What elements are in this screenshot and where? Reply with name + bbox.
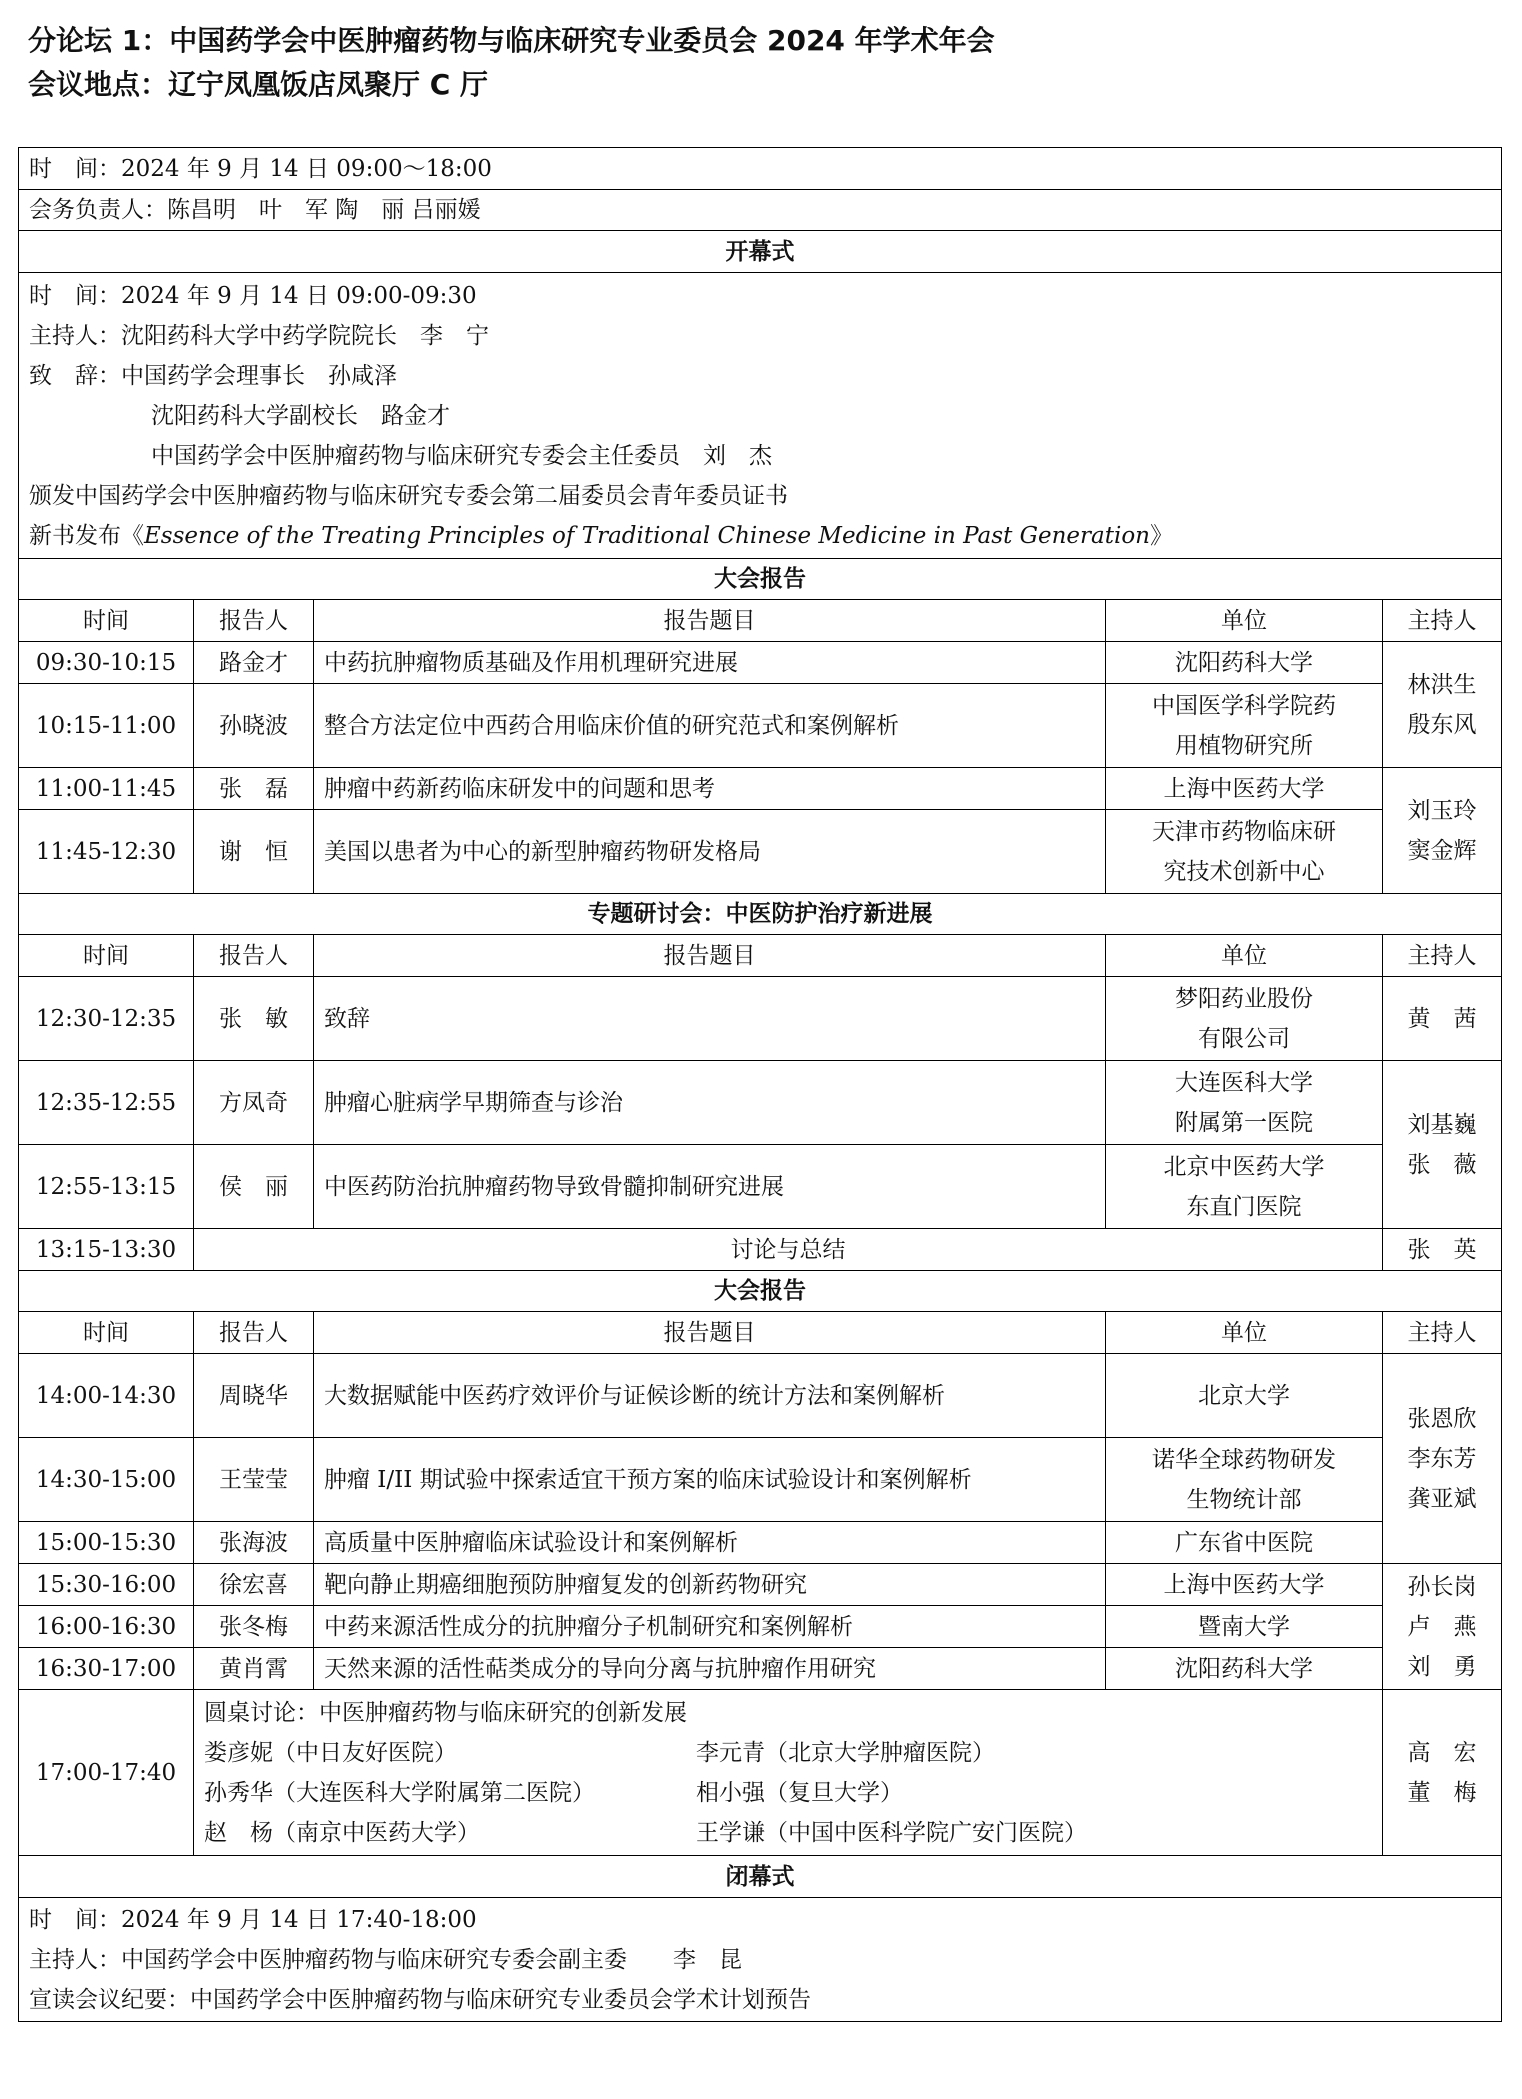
opening-host: 主持人：沈阳药科大学中药学院院长 李 宁 <box>29 322 489 349</box>
panelist: 李元青（北京大学肿瘤医院） <box>696 1739 995 1766</box>
book-release-prefix: 新书发布《 <box>29 522 144 549</box>
roundtable-title: 圆桌讨论：中医肿瘤药物与临床研究的创新发展 <box>204 1699 687 1726</box>
host-name: 高 宏 <box>1407 1739 1477 1766</box>
row-time: 16:00-16:30 <box>19 1606 194 1648</box>
host-cell <box>1383 642 1502 768</box>
row-unit <box>1106 1438 1383 1522</box>
col-host: 主持人 <box>1383 1312 1502 1354</box>
row-time: 17:00-17:40 <box>19 1690 194 1856</box>
row-speaker: 侯 丽 <box>194 1145 314 1229</box>
host-cell <box>1383 1564 1502 1690</box>
closing-title: 闭幕式 <box>19 1856 1502 1898</box>
row-topic: 大数据赋能中医药疗效评价与证候诊断的统计方法和案例解析 <box>314 1354 1106 1438</box>
row-speaker: 王莹莹 <box>194 1438 314 1522</box>
row-time: 16:30-17:00 <box>19 1648 194 1690</box>
book-release-suffix: 》 <box>1150 522 1173 549</box>
panelist: 娄彦妮（中日友好医院） <box>204 1739 457 1766</box>
table-row <box>19 810 1502 894</box>
row-time: 12:55-13:15 <box>19 1145 194 1229</box>
row-topic: 肿瘤 I/II 期试验中探索适宜干预方案的临床试验设计和案例解析 <box>314 1438 1106 1522</box>
col-unit: 单位 <box>1106 935 1383 977</box>
book-release <box>29 516 1491 556</box>
row-unit <box>1106 1061 1383 1145</box>
row-time: 14:30-15:00 <box>19 1438 194 1522</box>
symposium-title: 专题研讨会：中医防护治疗新进展 <box>19 894 1502 935</box>
table-row <box>19 977 1502 1061</box>
panelist: 孙秀华（大连医科大学附属第二医院） <box>204 1779 595 1806</box>
table-row <box>19 1229 1502 1271</box>
unit-line: 用植物研究所 <box>1175 732 1313 759</box>
opening-speech-3: 中国药学会中医肿瘤药物与临床研究专委会主任委员 刘 杰 <box>151 442 772 469</box>
host-cell <box>1383 1690 1502 1856</box>
row-speaker: 孙晓波 <box>194 684 314 768</box>
col-time: 时间 <box>19 935 194 977</box>
panelist: 相小强（复旦大学） <box>696 1779 903 1806</box>
host-name: 张恩欣 <box>1407 1405 1477 1432</box>
host-cell <box>1383 768 1502 894</box>
row-speaker: 张 磊 <box>194 768 314 810</box>
row-topic: 肿瘤心脏病学早期筛查与诊治 <box>314 1061 1106 1145</box>
row-unit: 暨南大学 <box>1106 1606 1383 1648</box>
col-host: 主持人 <box>1383 600 1502 642</box>
row-time: 11:00-11:45 <box>19 768 194 810</box>
row-time: 15:30-16:00 <box>19 1564 194 1606</box>
unit-line: 生物统计部 <box>1186 1486 1302 1513</box>
certificate-line: 颁发中国药学会中医肿瘤药物与临床研究专委会第二届委员会青年委员证书 <box>29 482 788 509</box>
roundtable-cell <box>194 1690 1383 1856</box>
row-speaker: 路金才 <box>194 642 314 684</box>
row-time: 09:30-10:15 <box>19 642 194 684</box>
row-topic: 整合方法定位中西药合用临床价值的研究范式和案例解析 <box>314 684 1106 768</box>
col-time: 时间 <box>19 600 194 642</box>
col-speaker: 报告人 <box>194 1312 314 1354</box>
table-row <box>19 1354 1502 1438</box>
table-row <box>19 1145 1502 1229</box>
col-host: 主持人 <box>1383 935 1502 977</box>
row-unit: 上海中医药大学 <box>1106 1564 1383 1606</box>
row-topic: 中医药防治抗肿瘤药物导致骨髓抑制研究进展 <box>314 1145 1106 1229</box>
unit-line: 诺华全球药物研发 <box>1152 1446 1336 1473</box>
row-topic: 美国以患者为中心的新型肿瘤药物研发格局 <box>314 810 1106 894</box>
col-unit: 单位 <box>1106 600 1383 642</box>
opening-speech-2: 沈阳药科大学副校长 路金才 <box>151 402 450 429</box>
row-topic: 高质量中医肿瘤临床试验设计和案例解析 <box>314 1522 1106 1564</box>
unit-line: 大连医科大学 <box>1175 1069 1313 1096</box>
overall-time: 时 间：2024 年 9 月 14 日 09:00～18:00 <box>19 148 1502 190</box>
row-speaker: 周晓华 <box>194 1354 314 1438</box>
host-name: 殷东风 <box>1407 711 1477 738</box>
table-row <box>19 1648 1502 1690</box>
row-unit: 沈阳药科大学 <box>1106 642 1383 684</box>
host-name: 林洪生 <box>1407 671 1477 698</box>
program-table <box>18 147 1502 2022</box>
table-row <box>19 684 1502 768</box>
host-cell: 黄 茜 <box>1383 977 1502 1061</box>
row-unit: 北京大学 <box>1106 1354 1383 1438</box>
book-title: Essence of the Treating Principles of Traditional Chinese Medicine in Past Generation <box>144 522 1150 549</box>
unit-line: 有限公司 <box>1198 1025 1290 1052</box>
plenary1-title: 大会报告 <box>19 559 1502 600</box>
host-name: 张 薇 <box>1407 1151 1477 1178</box>
table-row <box>19 768 1502 810</box>
row-unit <box>1106 684 1383 768</box>
row-speaker: 张海波 <box>194 1522 314 1564</box>
host-name: 刘玉玲 <box>1407 797 1477 824</box>
table-row <box>19 1564 1502 1606</box>
forum-title: 分论坛 1：中国药学会中医肿瘤药物与临床研究专业委员会 2024 年学术年会 <box>28 24 995 57</box>
host-cell <box>1383 1354 1502 1564</box>
row-time: 14:00-14:30 <box>19 1354 194 1438</box>
row-unit: 沈阳药科大学 <box>1106 1648 1383 1690</box>
organizers: 会务负责人：陈昌明 叶 军 陶 丽 吕丽媛 <box>19 190 1502 231</box>
unit-line: 北京中医药大学 <box>1163 1153 1325 1180</box>
host-name: 卢 燕 <box>1407 1613 1477 1640</box>
row-speaker: 黄肖霄 <box>194 1648 314 1690</box>
plenary2-title: 大会报告 <box>19 1271 1502 1312</box>
opening-details <box>19 273 1502 559</box>
col-time: 时间 <box>19 1312 194 1354</box>
venue-line: 会议地点：辽宁凤凰饭店凤聚厅 C 厅 <box>28 68 489 101</box>
host-name: 刘 勇 <box>1407 1653 1477 1680</box>
unit-line: 东直门医院 <box>1186 1193 1302 1220</box>
row-time: 11:45-12:30 <box>19 810 194 894</box>
row-speaker: 谢 恒 <box>194 810 314 894</box>
row-speaker: 方凤奇 <box>194 1061 314 1145</box>
opening-speech-1: 致 辞：中国药学会理事长 孙咸泽 <box>29 362 397 389</box>
host-name: 刘基巍 <box>1407 1111 1477 1138</box>
col-topic: 报告题目 <box>314 600 1106 642</box>
col-topic: 报告题目 <box>314 935 1106 977</box>
host-cell: 张 英 <box>1383 1229 1502 1271</box>
panelist: 赵 杨（南京中医药大学） <box>204 1819 480 1846</box>
opening-time: 时 间：2024 年 9 月 14 日 09:00-09:30 <box>29 282 477 309</box>
host-name: 窦金辉 <box>1407 837 1477 864</box>
row-topic: 靶向静止期癌细胞预防肿瘤复发的创新药物研究 <box>314 1564 1106 1606</box>
row-unit: 上海中医药大学 <box>1106 768 1383 810</box>
col-topic: 报告题目 <box>314 1312 1106 1354</box>
row-unit <box>1106 810 1383 894</box>
row-time: 13:15-13:30 <box>19 1229 194 1271</box>
col-unit: 单位 <box>1106 1312 1383 1354</box>
panelist: 王学谦（中国中医科学院广安门医院） <box>696 1819 1087 1846</box>
row-unit <box>1106 977 1383 1061</box>
row-speaker: 张冬梅 <box>194 1606 314 1648</box>
host-name: 李东芳 <box>1407 1445 1477 1472</box>
col-speaker: 报告人 <box>194 935 314 977</box>
row-time: 12:35-12:55 <box>19 1061 194 1145</box>
row-speaker: 徐宏喜 <box>194 1564 314 1606</box>
row-topic: 中药来源活性成分的抗肿瘤分子机制研究和案例解析 <box>314 1606 1106 1648</box>
col-speaker: 报告人 <box>194 600 314 642</box>
table-row <box>19 1061 1502 1145</box>
closing-details <box>19 1898 1502 2022</box>
opening-title: 开幕式 <box>19 231 1502 273</box>
unit-line: 中国医学科学院药 <box>1152 692 1336 719</box>
row-time: 10:15-11:00 <box>19 684 194 768</box>
unit-line: 附属第一医院 <box>1175 1109 1313 1136</box>
unit-line: 梦阳药业股份 <box>1175 985 1313 1012</box>
table-row <box>19 1438 1502 1522</box>
table-row <box>19 1522 1502 1564</box>
host-name: 孙长岗 <box>1407 1573 1477 1600</box>
row-speaker: 张 敏 <box>194 977 314 1061</box>
host-cell <box>1383 1061 1502 1229</box>
row-time: 12:30-12:35 <box>19 977 194 1061</box>
table-row <box>19 1690 1502 1856</box>
host-name: 董 梅 <box>1407 1779 1477 1806</box>
closing-time: 时 间：2024 年 9 月 14 日 17:40-18:00 <box>29 1906 477 1933</box>
discussion-summary: 讨论与总结 <box>194 1229 1383 1271</box>
table-row <box>19 1606 1502 1648</box>
unit-line: 天津市药物临床研 <box>1152 818 1336 845</box>
row-time: 15:00-15:30 <box>19 1522 194 1564</box>
host-name: 龚亚斌 <box>1407 1485 1477 1512</box>
row-topic: 中药抗肿瘤物质基础及作用机理研究进展 <box>314 642 1106 684</box>
row-topic: 天然来源的活性萜类成分的导向分离与抗肿瘤作用研究 <box>314 1648 1106 1690</box>
row-unit: 广东省中医院 <box>1106 1522 1383 1564</box>
row-unit <box>1106 1145 1383 1229</box>
row-topic: 致辞 <box>314 977 1106 1061</box>
table-row <box>19 642 1502 684</box>
unit-line: 究技术创新中心 <box>1163 858 1325 885</box>
row-topic: 肿瘤中药新药临床研发中的问题和思考 <box>314 768 1106 810</box>
closing-host: 主持人：中国药学会中医肿瘤药物与临床研究专委会副主委 李 昆 <box>29 1946 742 1973</box>
closing-minutes: 宣读会议纪要：中国药学会中医肿瘤药物与临床研究专业委员会学术计划预告 <box>29 1986 811 2013</box>
